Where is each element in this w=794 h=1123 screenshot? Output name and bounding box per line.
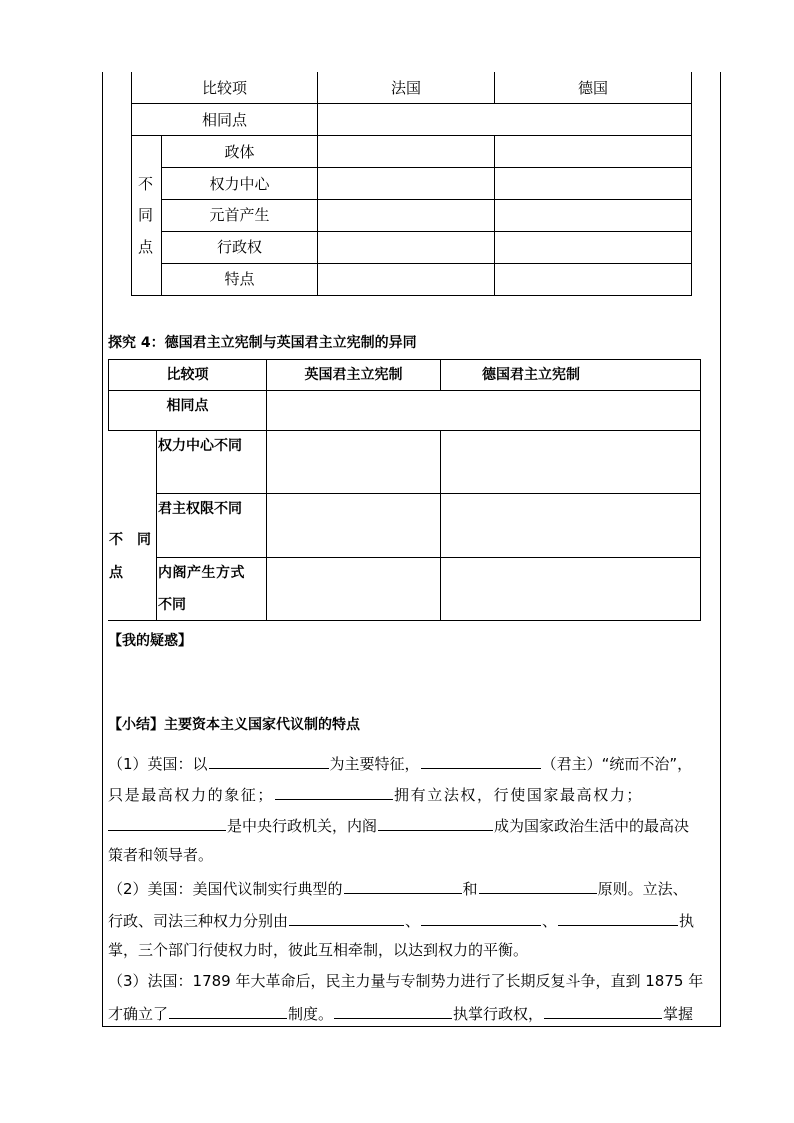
table1-row-label: 政体: [224, 143, 255, 161]
table1-diff-char: 不: [138, 175, 154, 193]
summary-heading: 【小结】主要资本主义国家代议制的特点: [108, 717, 360, 733]
summary-fr-line1: （3）法国：1789 年大革命后，民主力量与专制势力进行了长期反复斗争，直到 1875 年: [108, 972, 704, 990]
table2-diff-label: 点: [109, 565, 123, 581]
table2-row-label: 权力中心不同: [158, 438, 242, 454]
table1-row-label: 特点: [224, 270, 255, 288]
doubts-heading: 【我的疑惑】: [108, 633, 192, 649]
table2-row-label: 内阁产生方式: [158, 565, 245, 581]
summary-fr-line2: 才确立了 制度。 执掌行政权， 掌握: [108, 1005, 694, 1023]
summary-us-line3: 掌，三个部门行使权力时，彼此互相牵制，以达到权力的平衡。: [108, 941, 529, 959]
summary-us-line1: （2）美国：美国代议制实行典型的 和 原则。立法、: [108, 880, 688, 898]
summary-uk-line1: （1）英国：以 为主要特征， （君主）“统而不治”，: [108, 755, 693, 773]
table1-diff-char: 同: [138, 206, 154, 224]
table2-row-label: 君主权限不同: [158, 501, 242, 517]
table1-diff-char: 点: [138, 238, 154, 256]
table2-same-label: 相同点: [166, 398, 209, 414]
inquiry4-title: 探究 4：德国君主立宪制与英国君主立宪制的异同: [108, 335, 417, 351]
summary-us-line2: 行政、司法三种权力分别由 、 、 执: [108, 912, 695, 930]
summary-uk-line3: 是中央行政机关，内阁 成为国家政治生活中的最高决: [108, 816, 718, 835]
summary-uk-line4: 策者和领导者。: [108, 846, 214, 864]
table1-row-label: 权力中心: [209, 175, 270, 193]
table2-row-label: 不同: [158, 597, 186, 613]
table1-header-france: 法国: [390, 79, 421, 97]
table1-header-item: 比较项: [201, 79, 247, 97]
table2-header-uk: 英国君主立宪制: [304, 367, 403, 383]
table2-header-item: 比较项: [166, 367, 209, 383]
table2-header-germany: 德国君主立宪制: [482, 367, 580, 383]
table1-header-germany: 德国: [577, 79, 608, 97]
table2-diff-label: 不 同: [109, 532, 151, 548]
table1-row-label: 元首产生: [209, 206, 270, 224]
summary-uk-line2: 只是最高权力的象征； 拥有立法权，行使国家最高权力；: [108, 786, 644, 804]
table1-row-label: 行政权: [216, 238, 262, 256]
table1-same-label: 相同点: [201, 111, 247, 129]
